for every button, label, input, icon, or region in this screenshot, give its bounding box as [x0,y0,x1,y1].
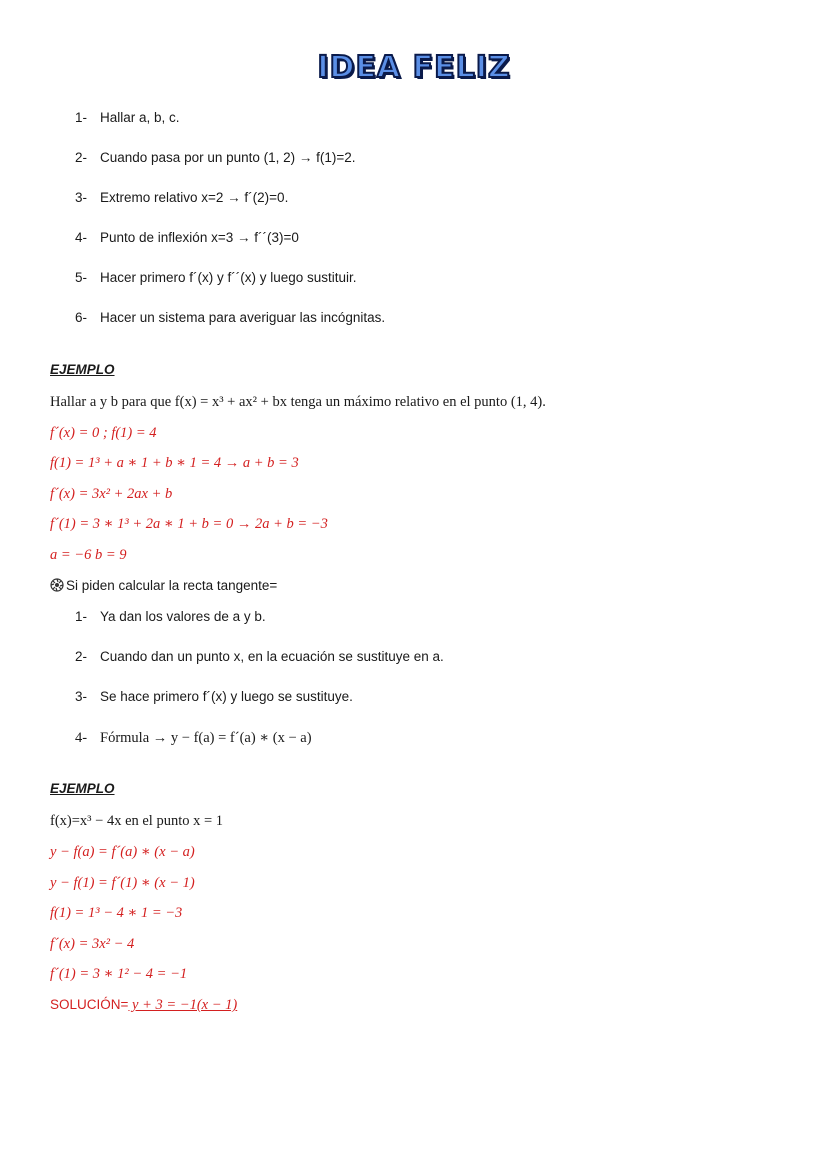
math-line: f´(x) = 3x² + 2ax + b [50,486,173,502]
example-statement: f(x)=x³ − 4x en el punto x = 1 [50,813,224,829]
math-line: f´(1) = 3 ∗ 1³ + 2a ∗ 1 + b = 0 → 2a + b = −3 [50,516,328,532]
list-item: 4- Punto de inflexión x=3 → f´´(3)=0 [75,230,299,245]
math-line: y − f(1) = f´(1) ∗ (x − 1) [50,875,195,891]
solution-equation: y + 3 = −1(x − 1) [128,997,238,1013]
list-item: 4- Fórmula → y − f(a) = f´(a) ∗ (x − a) [75,730,312,746]
gear-icon [50,578,64,592]
math-line: f´(x) = 3x² − 4 [50,936,135,952]
math-line: f(1) = 1³ − 4 ∗ 1 = −3 [50,905,183,921]
math-line: y − f(a) = f´(a) ∗ (x − a) [50,844,195,860]
solution-line [50,995,237,1015]
list-item: 1- Hallar a, b, c. [75,110,180,125]
solution-label: SOLUCIÓN= [50,997,129,1012]
page-title: IDEA FELIZ [317,50,511,85]
example-statement: Hallar a y b para que f(x) = x³ + ax² + bx tenga un máximo relativo en el punto (1, 4). [50,394,546,410]
math-line: a = −6 b = 9 [50,547,127,563]
list-item: 3- Extremo relativo x=2 → f´(2)=0. [75,190,289,205]
tangent-intro: Si piden calcular la recta tangente= [50,577,277,595]
list-item: 1- Ya dan los valores de a y b. [75,609,266,624]
list-item: 5- Hacer primero f´(x) y f´´(x) y luego sustituir. [75,270,357,285]
example-heading: EJEMPLO [50,362,115,377]
list-item: 2- Cuando dan un punto x, en la ecuación se sustituye en a. [75,649,444,664]
example-heading: EJEMPLO [50,781,115,796]
list-item: 3- Se hace primero f´(x) y luego se sustituye. [75,689,353,704]
list-item: 2- Cuando pasa por un punto (1, 2) → f(1)=2. [75,150,356,165]
math-line: f´(1) = 3 ∗ 1² − 4 = −1 [50,966,188,982]
list-item: 6- Hacer un sistema para averiguar las incógnitas. [75,310,386,325]
math-line: f´(x) = 0 ; f(1) = 4 [50,425,157,441]
math-line: f(1) = 1³ + a ∗ 1 + b ∗ 1 = 4 → a + b = 3 [50,455,299,471]
